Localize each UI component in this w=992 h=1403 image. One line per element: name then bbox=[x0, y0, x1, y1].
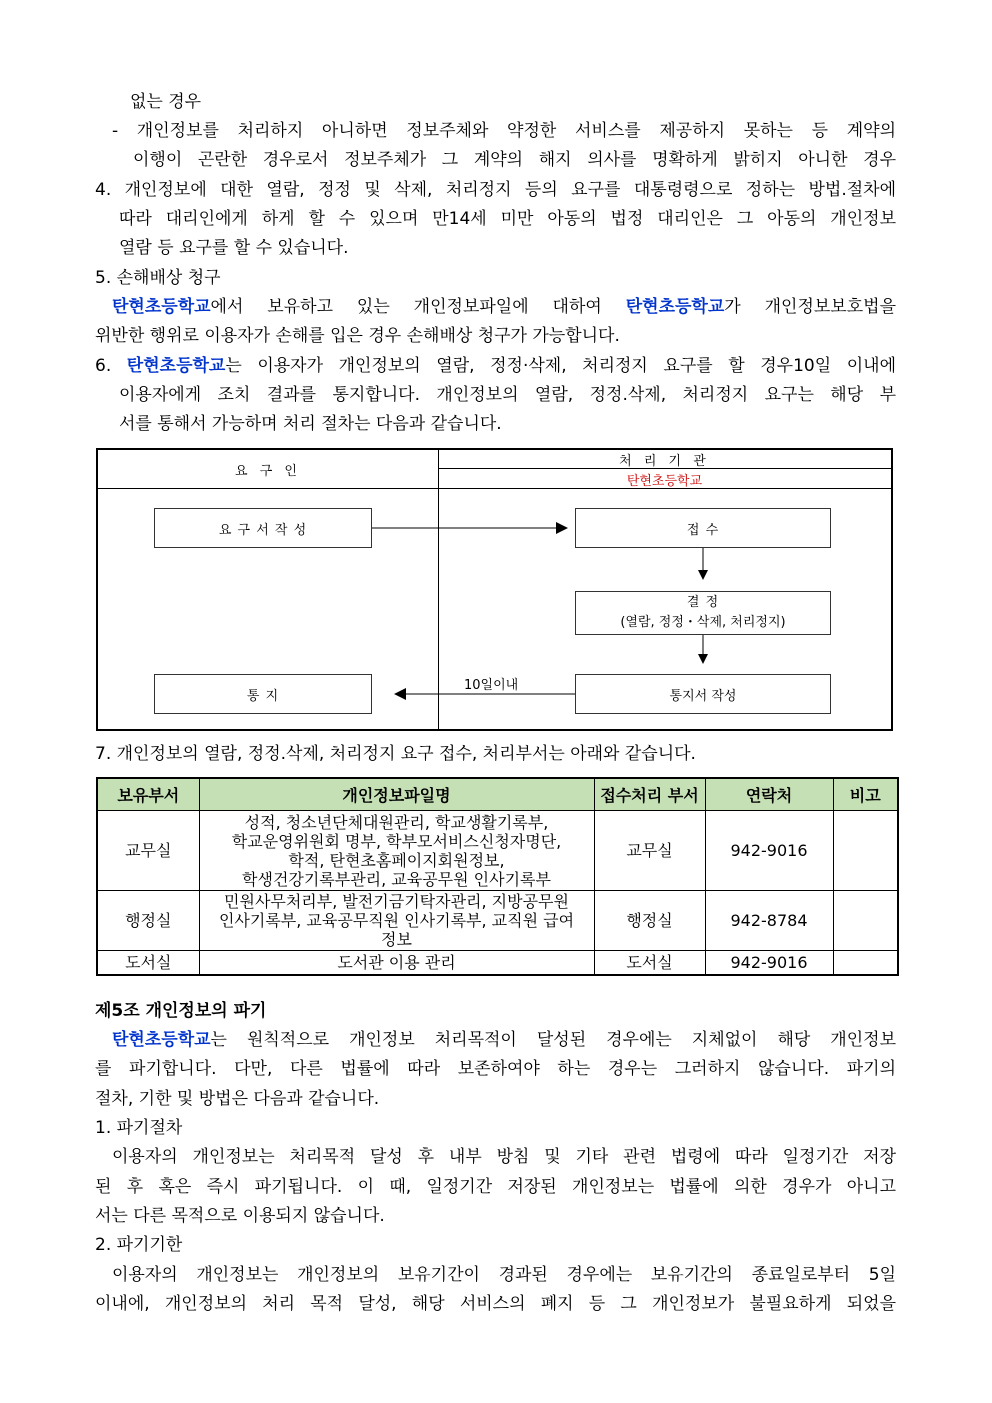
school-name: 탄현초등학교 bbox=[112, 1030, 211, 1050]
text-span: 에서 보유하고 있는 개인정보파일에 대하여 bbox=[210, 297, 626, 317]
header-note: 비고 bbox=[833, 778, 898, 811]
cell-note bbox=[833, 951, 898, 975]
file-line: 학적, 탄현초홈페이지회원정보, bbox=[288, 850, 505, 870]
section-title: 제5조 개인정보의 파기 bbox=[95, 1001, 267, 1021]
header-files: 개인정보파일명 bbox=[199, 778, 594, 811]
cell-handler: 교무실 bbox=[594, 811, 705, 891]
cell-dept: 도서실 bbox=[97, 951, 199, 975]
cell-files bbox=[199, 951, 594, 975]
text-line bbox=[95, 352, 896, 381]
school-name: 탄현초등학교 bbox=[112, 297, 211, 317]
cell-handler: 도서실 bbox=[594, 951, 705, 975]
text-span: 는 원칙적으로 개인정보 처리목적이 달성된 경우에는 지체없이 해당 개인정보 bbox=[210, 1030, 896, 1050]
text-line: 5. 손해배상 청구 bbox=[95, 268, 221, 288]
header-dept: 보유부서 bbox=[97, 778, 199, 811]
step-sublabel: (열람, 정정・삭제, 처리정지) bbox=[620, 615, 786, 630]
text-line bbox=[112, 293, 896, 322]
department-table bbox=[96, 777, 899, 976]
cell-note bbox=[833, 891, 898, 951]
text-line: 를 파기합니다. 다만, 다른 법률에 따라 보존하여야 하는 경우는 그러하지 않습니다. 파기의 bbox=[95, 1059, 896, 1079]
file-line: 성적, 청소년단체대원관리, 학교생활기록부, bbox=[244, 812, 549, 832]
step-label: 통지서 작성 bbox=[669, 688, 737, 704]
cell-files bbox=[199, 891, 594, 951]
cell-handler: 행정실 bbox=[594, 891, 705, 951]
step-label: 요 구 서 작 성 bbox=[218, 522, 308, 538]
cell-dept: 행정실 bbox=[97, 891, 199, 951]
cell-phone: 942-9016 bbox=[705, 811, 833, 891]
text-line: 없는 경우 bbox=[130, 92, 202, 112]
arrow-down-head-1 bbox=[698, 570, 708, 580]
text-line: 열람 등 요구를 할 수 있습니다. bbox=[119, 238, 349, 258]
requester-header: 요 구 인 bbox=[235, 464, 301, 479]
table-row bbox=[97, 891, 898, 951]
cell-dept: 교무실 bbox=[97, 811, 199, 891]
header-phone: 연락처 bbox=[705, 778, 833, 811]
table-row bbox=[97, 811, 898, 891]
text-line bbox=[112, 1026, 896, 1055]
text-line: 서를 통해서 가능하며 처리 절차는 다음과 같습니다. bbox=[119, 414, 502, 434]
process-flow-diagram bbox=[96, 448, 893, 731]
file-line: 학교운영위원회 명부, 학부모서비스신청자명단, bbox=[231, 831, 562, 851]
arrow-right-head bbox=[556, 522, 568, 534]
text-span: 가 개인정보보호법을 bbox=[724, 297, 896, 317]
text-line: 위반한 행위로 이용자가 손해를 입은 경우 손해배상 청구가 가능합니다. bbox=[95, 326, 620, 346]
file-line: 정보 bbox=[381, 930, 412, 949]
text-line: 7. 개인정보의 열람, 정정.삭제, 처리정지 요구 접수, 처리부서는 아래와 같습니다. bbox=[95, 744, 696, 764]
deadline-label: 10일이내 bbox=[464, 678, 519, 693]
text-line: 이내에, 개인정보의 처리 목적 달성, 해당 서비스의 폐지 등 그 개인정보가 불필요하게 되었을 bbox=[95, 1294, 896, 1314]
cell-files bbox=[199, 811, 594, 891]
text-line: 1. 파기절차 bbox=[95, 1118, 183, 1138]
table-row bbox=[97, 951, 898, 975]
text-line: 된 후 혹은 즉시 파기됩니다. 이 때, 일정기간 저장된 개인정보는 법률에 의한 경우가 아니고 bbox=[95, 1177, 896, 1197]
school-name: 탄현초등학교 bbox=[126, 356, 226, 376]
text-line: 따라 대리인에게 하게 할 수 있으며 만14세 미만 아동의 법정 대리인은 그 아동의 개인정보 bbox=[119, 209, 896, 229]
text-span: 6. bbox=[95, 356, 127, 376]
table-header-row bbox=[97, 778, 898, 811]
text-line: - 개인정보를 처리하지 아니하면 정보주체와 약정한 서비스를 제공하지 못하는 등 계약의 bbox=[112, 121, 896, 141]
file-line: 민원사무처리부, 발전기금기탁자관리, 지방공무원 bbox=[224, 892, 569, 911]
arrow-left-head bbox=[394, 688, 406, 700]
text-line: 이용자의 개인정보는 처리목적 달성 후 내부 방침 및 기타 관련 법령에 따라 일정기간 저장 bbox=[112, 1147, 896, 1167]
text-line: 서는 다른 목적으로 이용되지 않습니다. bbox=[95, 1206, 385, 1226]
cell-phone: 942-8784 bbox=[705, 891, 833, 951]
cell-note bbox=[833, 811, 898, 891]
step-label: 결 정 bbox=[686, 595, 720, 610]
file-line: 학생건강기록부관리, 교육공무원 인사기록부 bbox=[242, 869, 551, 889]
processor-header: 처 리 기 관 bbox=[619, 454, 710, 469]
processor-name: 탄현초등학교 bbox=[626, 474, 703, 489]
text-line: 2. 파기기한 bbox=[95, 1235, 183, 1255]
school-name: 탄현초등학교 bbox=[625, 297, 725, 317]
file-line: 인사기록부, 교육공무직원 인사기록부, 교직원 급여 bbox=[218, 911, 575, 930]
text-line: 이행이 곤란한 경우로서 정보주체가 그 계약의 해지 의사를 명확하게 밝히지 아니한 경우 bbox=[133, 150, 896, 170]
text-line: 4. 개인정보에 대한 열람, 정정 및 삭제, 처리정지 등의 요구를 대통령령으로 정하는 방법.절차에 bbox=[95, 180, 896, 200]
arrow-down-head-2 bbox=[698, 654, 708, 664]
step-label: 통 지 bbox=[246, 688, 280, 704]
header-handler: 접수처리 부서 bbox=[594, 778, 705, 811]
text-line: 이용자에게 조치 결과를 통지합니다. 개인정보의 열람, 정정.삭제, 처리정지 요구는 해당 부 bbox=[119, 385, 896, 405]
text-span: 는 이용자가 개인정보의 열람, 정정·삭제, 처리정지 요구를 할 경우10일 이내에 bbox=[225, 356, 896, 376]
file-line: 도서관 이용 관리 bbox=[337, 952, 456, 972]
cell-phone: 942-9016 bbox=[705, 951, 833, 975]
step-label: 접 수 bbox=[686, 522, 720, 538]
text-line: 절차, 기한 및 방법은 다음과 같습니다. bbox=[95, 1089, 380, 1109]
text-line: 이용자의 개인정보는 개인정보의 보유기간이 경과된 경우에는 보유기간의 종료일로부터 5일 bbox=[112, 1265, 896, 1285]
